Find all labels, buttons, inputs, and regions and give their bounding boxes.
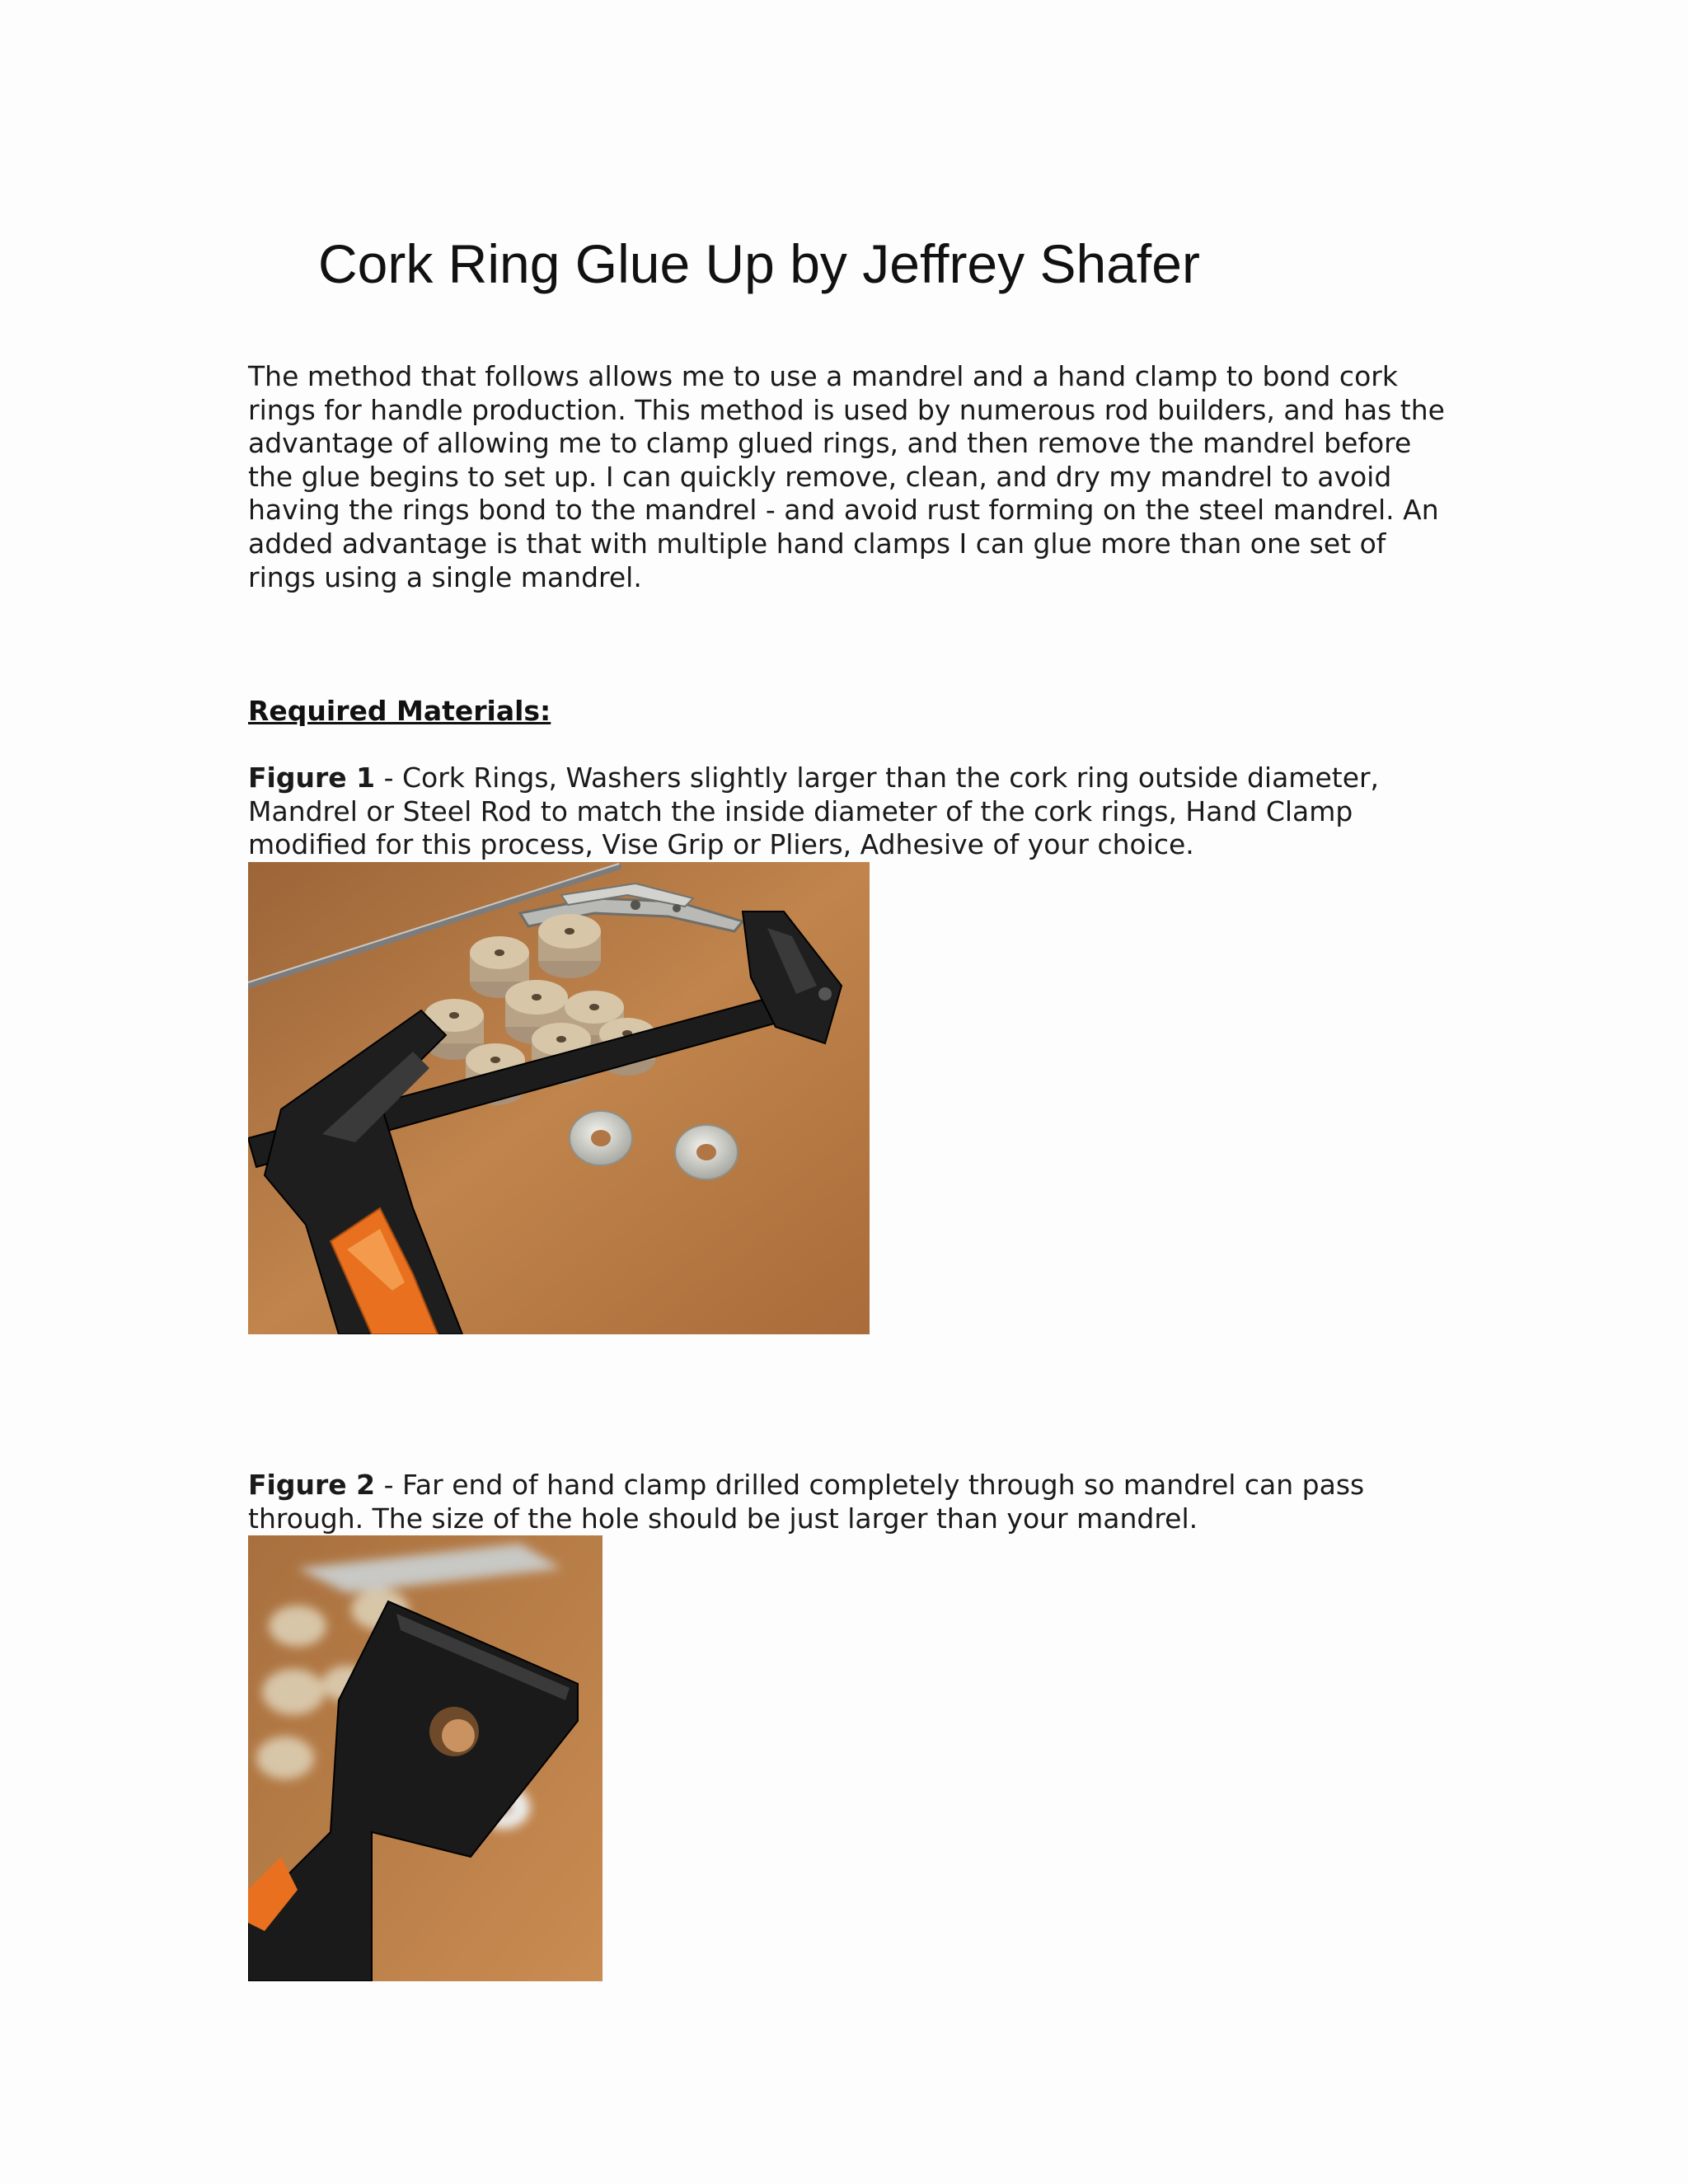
figure-2-caption xyxy=(248,1469,1451,1535)
page-title: Cork Ring Glue Up by Jeffrey Shafer xyxy=(318,233,1200,294)
figure-1-photo xyxy=(248,862,870,1334)
materials-heading: Required Materials: xyxy=(248,695,551,727)
intro-paragraph: The method that follows allows me to use a mandrel and a hand clamp to bond cork rings for handle production. This method is used by numerous rod builders, and has the advantage of allowing me to clamp glued rings, and then remove the mandrel before the glue begins to set up. I can quickly remove, clean, and dry my mandrel to avoid having the rings bond to the mandrel - and avoid rust forming on the steel mandrel. An added advantage is that with multiple hand clamps I can glue more than one set of rings using a single mandrel. xyxy=(248,360,1445,593)
figure-2-label: Figure 2 xyxy=(248,1469,376,1501)
figure-1-caption xyxy=(248,762,1451,862)
figure-1-text: - Cork Rings, Washers slightly larger than the cork ring outside diameter, Mandrel or Steel Rod to match the inside diameter of the cork rings, Hand Clamp modified for this process, Vise Grip or Pliers, Adhesive of your choice. xyxy=(248,762,1380,861)
figure-2-illustration xyxy=(248,1535,603,1981)
figure-2-text: - Far end of hand clamp drilled completely through so mandrel can pass through. The size of the hole should be just larger than your mandrel. xyxy=(248,1469,1365,1535)
figure-2-photo xyxy=(248,1535,603,1981)
figure-1-label: Figure 1 xyxy=(248,762,376,794)
figure-1-illustration xyxy=(248,862,870,1334)
